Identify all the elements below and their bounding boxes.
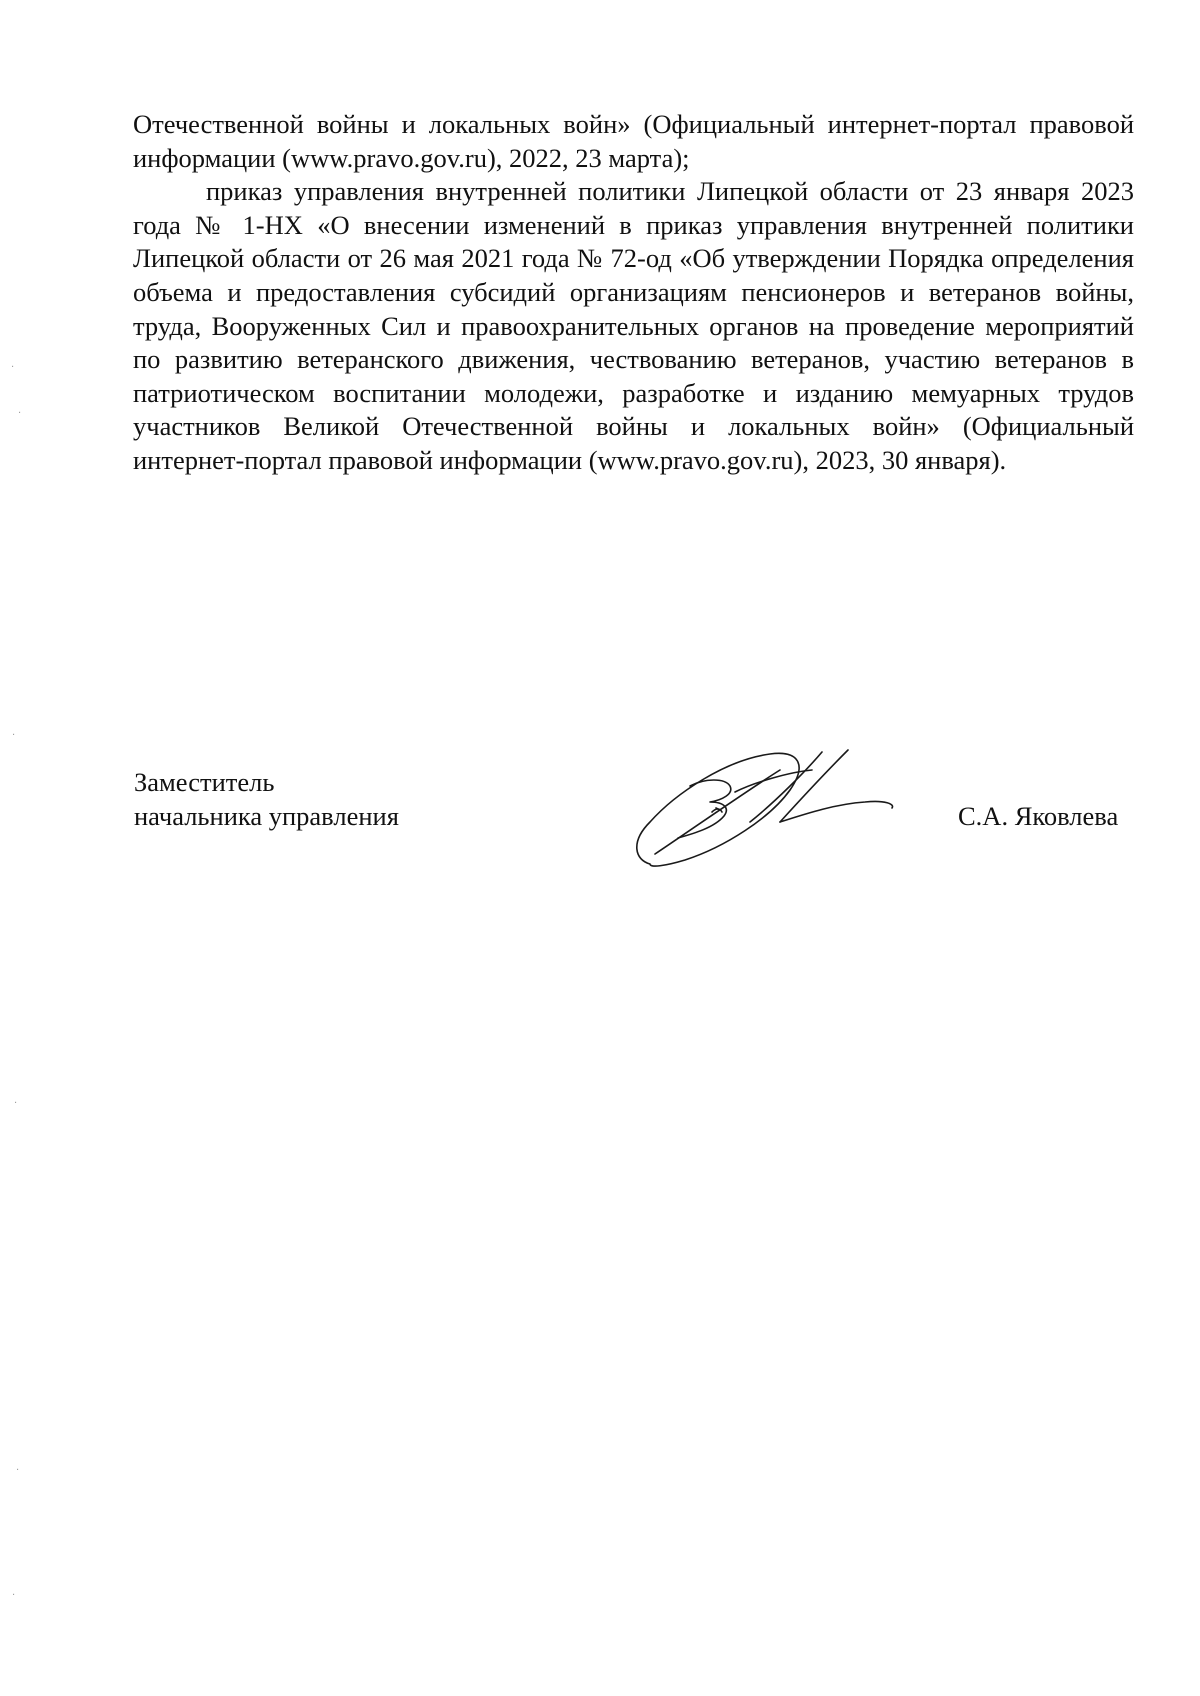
handwritten-signature (630, 742, 930, 877)
scan-speck: · (18, 408, 22, 419)
signatory-position-line2: начальника управления (134, 801, 399, 831)
paragraph-continuation: Отечественной войны и локальных войн» (Официальный интернет-портал правовой информации (www.pravo.gov.ru), 2022, 23 марта); (133, 109, 1134, 173)
scan-speck: · (14, 1098, 18, 1109)
signatory-position-line1: Заместитель (134, 767, 275, 797)
scan-speck: · (12, 730, 16, 741)
scan-speck: · (11, 362, 15, 373)
scan-speck: · (16, 1465, 20, 1476)
signatory-position (134, 765, 399, 833)
signatory-name: С.А. Яковлева (958, 801, 1119, 831)
paragraph-order-2023: приказ управления внутренней политики Липецкой области от 23 января 2023 года № 1-НХ «О внесении изменений в приказ управления внутренней политики Липецкой области от 26 мая 2021 года № 72-од «Об утверждении Порядка определения объема и предоставления субсидий организациям пенсионеров и ветеранов войны, труда, Вооруженных Сил и правоохранительных органов на проведение мероприятий по развитию ветеранского движения, чествованию ветеранов, участию ветеранов в патриотическом воспитании молодежи, разработке и изданию мемуарных трудов участников Великой Отечественной войны и локальных войн» (Официальный интернет-портал правовой информации (www.pravo.gov.ru), 2023, 30 января). (133, 176, 1134, 475)
scan-speck: · (12, 1590, 16, 1601)
document-body (133, 108, 1134, 478)
